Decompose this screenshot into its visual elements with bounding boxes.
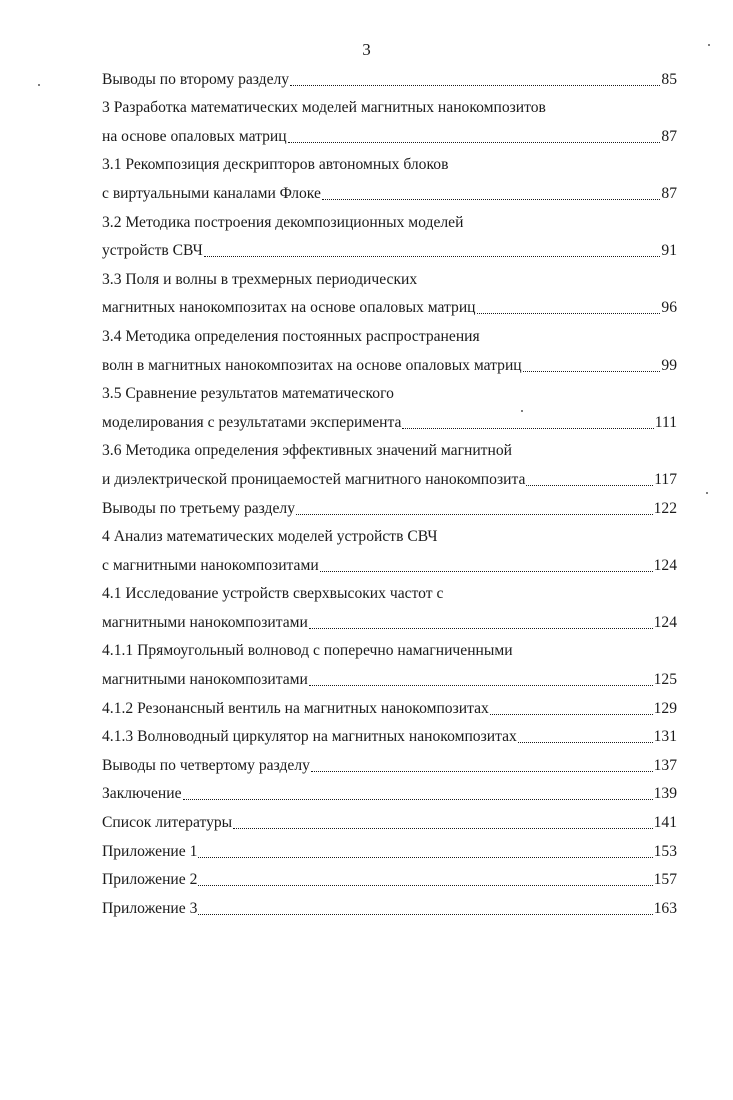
toc-entry-title: и диэлектрической проницаемостей магнитного нанокомпозита [102, 470, 526, 488]
dot-leader [290, 84, 660, 86]
scan-speck [708, 44, 710, 46]
toc-entry-title: магнитными нанокомпозитами [102, 613, 308, 631]
toc-entry-page: 87 [661, 184, 677, 202]
toc-entry [102, 724, 677, 753]
toc-entry [102, 180, 677, 209]
toc-entry-title: 4.1.1 Прямоугольный волновод с поперечно намагниченными [102, 642, 513, 660]
toc-entry [102, 66, 677, 95]
toc-entry-title: 3.6 Методика определения эффективных значений магнитной [102, 442, 512, 460]
toc-entry-line [102, 209, 677, 238]
page-number: 3 [362, 40, 371, 59]
toc-entry-line [102, 266, 677, 295]
toc-entry-line [102, 152, 677, 181]
toc-entry-page: 111 [654, 413, 677, 431]
toc-entry-page: 122 [653, 499, 677, 517]
dot-leader [523, 370, 661, 372]
toc-entry-title: 3 Разработка математических моделей магнитных нанокомпозитов [102, 99, 546, 117]
toc-entry-title: 3.5 Сравнение результатов математического [102, 385, 394, 403]
toc-entry [102, 495, 677, 524]
dot-leader [198, 856, 652, 858]
toc-entry-title: магнитных нанокомпозитах на основе опаловых матриц [102, 299, 476, 317]
dot-leader [320, 570, 653, 572]
scan-speck [706, 492, 708, 494]
toc-entry-page: 99 [661, 356, 677, 374]
toc-entry-line [102, 323, 677, 352]
toc-entry-page: 139 [653, 785, 677, 803]
dot-leader [198, 884, 652, 886]
toc-entry-title: Список литературы [102, 814, 233, 832]
toc-entry-page: 129 [653, 699, 677, 717]
toc-entry-title: 3.3 Поля и волны в трехмерных периодических [102, 270, 418, 288]
toc-entry [102, 409, 677, 438]
toc-entry [102, 895, 677, 924]
dot-leader [309, 627, 653, 629]
toc-entry-page: 96 [661, 299, 677, 317]
scan-speck [38, 84, 40, 86]
dot-leader [288, 141, 661, 143]
toc-entry-title: Выводы по четвертому разделу [102, 756, 310, 774]
toc-entry-title: Приложение 1 [102, 842, 198, 860]
toc-entry [102, 666, 677, 695]
dot-leader [309, 684, 653, 686]
toc-entry-title: волн в магнитных нанокомпозитах на основе опаловых матриц [102, 356, 522, 374]
toc-entry-title: Приложение 2 [102, 871, 198, 889]
toc-entry [102, 781, 677, 810]
toc-entry [102, 809, 677, 838]
toc-entry [102, 295, 677, 324]
table-of-contents [102, 66, 677, 924]
toc-entry [102, 752, 677, 781]
toc-entry-title: с магнитными нанокомпозитами [102, 556, 319, 574]
toc-entry-line [102, 381, 677, 410]
dot-leader [526, 484, 653, 486]
toc-entry-page: 153 [653, 842, 677, 860]
toc-entry-title: 3.4 Методика определения постоянных распространения [102, 327, 480, 345]
dot-leader [518, 741, 653, 743]
toc-entry [102, 552, 677, 581]
dot-leader [490, 713, 653, 715]
dot-leader [477, 312, 661, 314]
toc-entry-title: Выводы по второму разделу [102, 70, 290, 88]
toc-entry-page: 157 [653, 871, 677, 889]
toc-entry-title: 4.1.2 Резонансный вентиль на магнитных нанокомпозитах [102, 699, 489, 717]
dot-leader [183, 798, 653, 800]
toc-entry-line [102, 638, 677, 667]
toc-entry [102, 466, 677, 495]
toc-entry-line [102, 524, 677, 553]
toc-entry-line [102, 581, 677, 610]
toc-entry-line [102, 438, 677, 467]
toc-entry-page: 141 [653, 814, 677, 832]
toc-entry [102, 838, 677, 867]
toc-entry-line [102, 95, 677, 124]
toc-entry-title: Выводы по третьему разделу [102, 499, 295, 517]
toc-entry-title: Приложение 3 [102, 899, 198, 917]
dot-leader [311, 770, 653, 772]
toc-entry-page: 131 [653, 728, 677, 746]
toc-entry-title: 4.1.3 Волноводный циркулятор на магнитных нанокомпозитах [102, 728, 517, 746]
toc-entry [102, 867, 677, 896]
toc-entry-page: 137 [653, 756, 677, 774]
dot-leader [402, 427, 653, 429]
toc-entry [102, 695, 677, 724]
toc-entry-title: с виртуальными каналами Флоке [102, 184, 321, 202]
toc-entry-title: Заключение [102, 785, 182, 803]
toc-entry-title: устройств СВЧ [102, 242, 203, 260]
toc-entry-title: 4 Анализ математических моделей устройств СВЧ [102, 528, 438, 546]
dot-leader [233, 827, 652, 829]
toc-entry-title: 3.1 Рекомпозиция дескрипторов автономных блоков [102, 156, 449, 174]
dot-leader [322, 198, 660, 200]
toc-entry-title: магнитными нанокомпозитами [102, 671, 308, 689]
toc-entry [102, 352, 677, 381]
toc-entry-title: на основе опаловых матриц [102, 127, 287, 145]
toc-entry [102, 238, 677, 267]
toc-entry-page: 91 [661, 242, 677, 260]
scan-speck [521, 410, 523, 412]
toc-entry-title: 4.1 Исследование устройств сверхвысоких частот с [102, 585, 444, 603]
toc-entry-page: 125 [653, 671, 677, 689]
dot-leader [296, 513, 653, 515]
dot-leader [198, 913, 652, 915]
toc-entry [102, 123, 677, 152]
toc-entry [102, 609, 677, 638]
toc-entry-title: моделирования с результатами эксперимента [102, 413, 402, 431]
toc-entry-page: 87 [661, 127, 677, 145]
toc-entry-page: 124 [653, 556, 677, 574]
toc-entry-page: 124 [653, 613, 677, 631]
toc-entry-page: 85 [661, 70, 677, 88]
toc-entry-page: 117 [654, 470, 677, 488]
toc-entry-title: 3.2 Методика построения декомпозиционных моделей [102, 213, 464, 231]
toc-entry-page: 163 [653, 899, 677, 917]
dot-leader [204, 255, 661, 257]
